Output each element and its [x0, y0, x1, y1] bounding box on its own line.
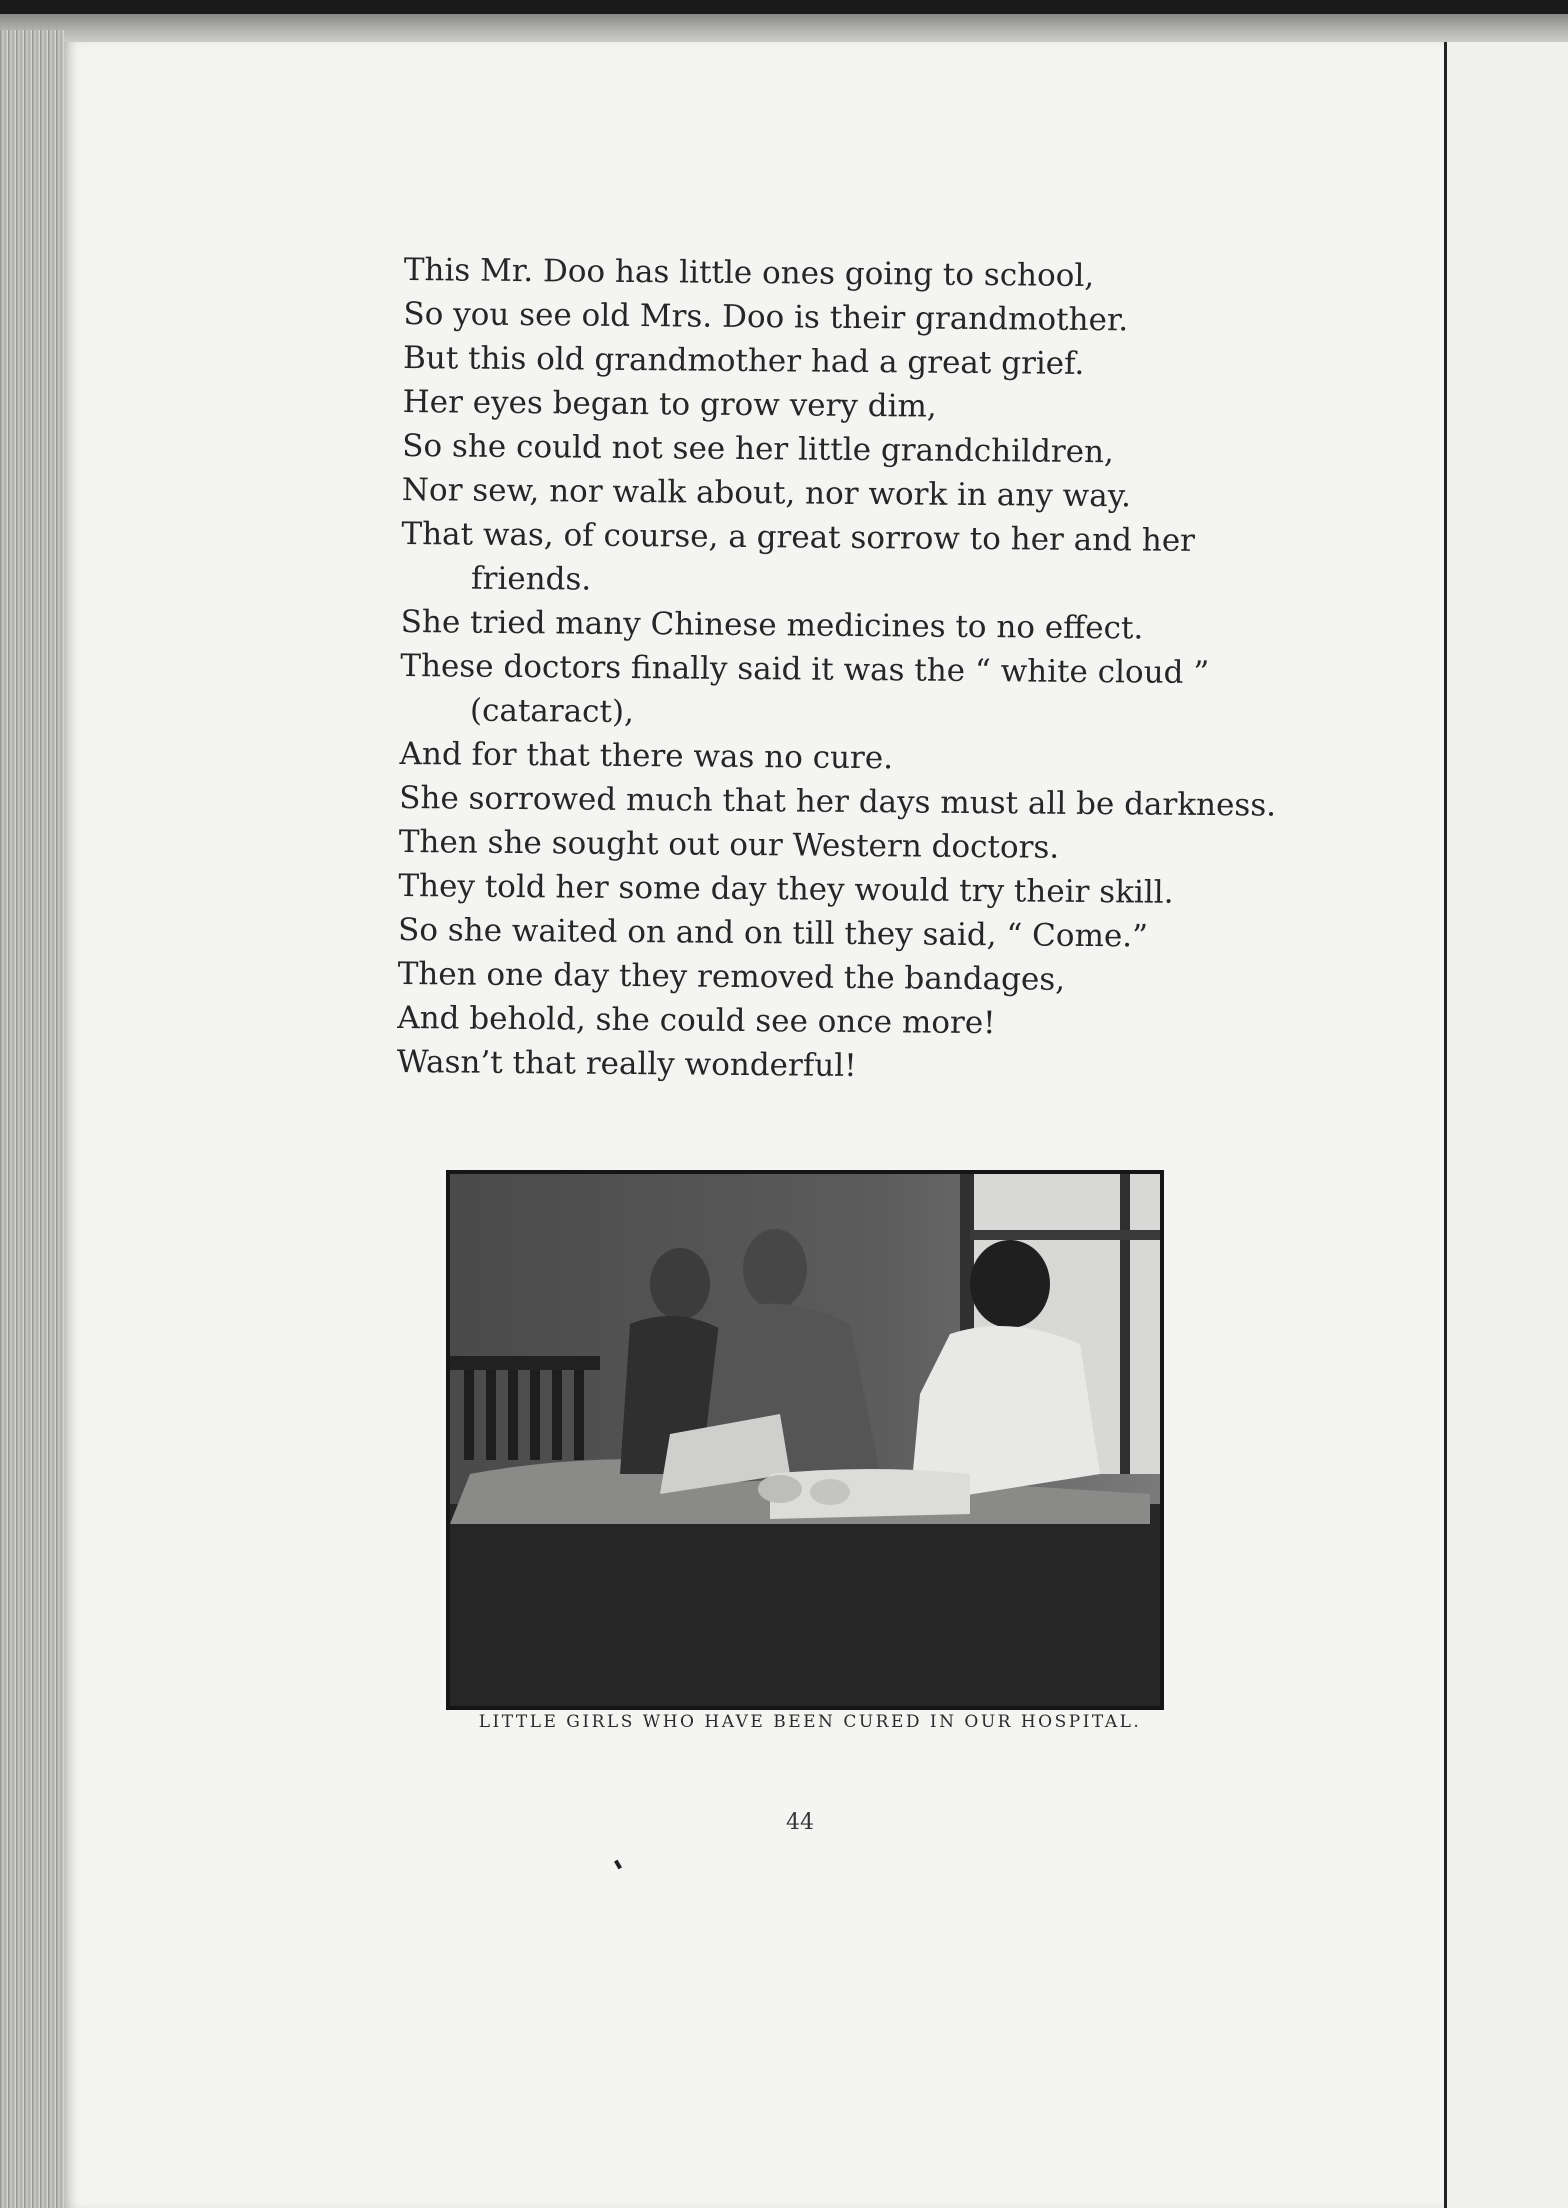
photo-caption: LITTLE GIRLS WHO HAVE BEEN CURED IN OUR HOSPITAL.: [478, 1712, 1142, 1732]
book-binding: [0, 30, 64, 2208]
poem-line: These doctors finally said it was the “ white cloud ” (cataract),: [400, 647, 1210, 731]
poem-line: Her eyes began to grow very dim,: [402, 383, 937, 425]
poem-line: So you see old Mrs. Doo is their grandmother.: [403, 295, 1129, 339]
page-number: 44: [786, 1810, 814, 1835]
poem-line: And for that there was no cure.: [399, 735, 894, 777]
poem-line: Then one day they removed the bandages,: [397, 955, 1066, 998]
poem-line: Then she sought out our Western doctors.: [398, 823, 1060, 866]
poem-line: So she waited on and on till they said, “ Come.”: [397, 911, 1149, 955]
poem-line: She sorrowed much that her days must all be darkness.: [399, 779, 1277, 824]
poem-line: That was, of course, a great sorrow to her and her friends.: [401, 515, 1196, 598]
poem-line: Wasn’t that really wonderful!: [396, 1043, 857, 1084]
poem-line: And behold, she could see once more!: [397, 999, 996, 1042]
poem-line: They told her some day they would try their skill.: [398, 867, 1174, 911]
poem-text: [396, 248, 1277, 1091]
poem-line: She tried many Chinese medicines to no effect.: [400, 603, 1144, 647]
facing-page-edge: [1447, 42, 1568, 2208]
poem-line: So she could not see her little grandchildren,: [402, 427, 1115, 471]
poem-line: This Mr. Doo has little ones going to school,: [403, 251, 1095, 295]
hospital-photograph: [446, 1170, 1164, 1710]
poem-line: Nor sew, nor walk about, nor work in any way.: [401, 471, 1132, 515]
poem-line: But this old grandmother had a great grief.: [402, 339, 1085, 382]
scan-top-edge: [0, 0, 1568, 14]
